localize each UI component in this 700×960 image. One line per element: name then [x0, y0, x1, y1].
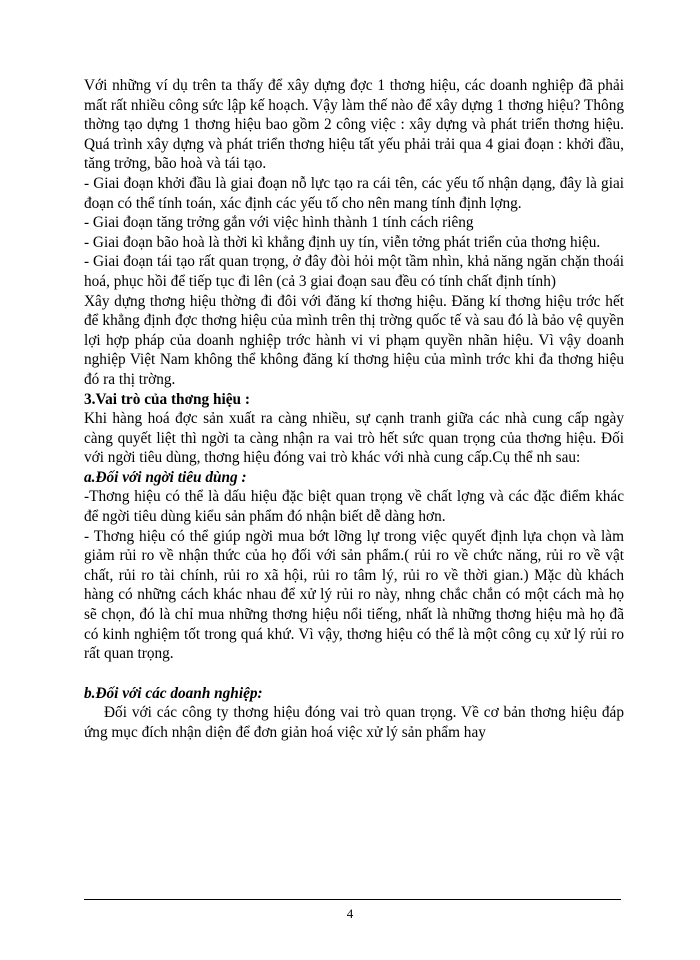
- paragraph-consumer-point-2: - Thơng hiệu có thể giúp ngời mua bớt lỡng lự trong việc quyết định lựa chọn và làm giảm rủi ro về nhận thức của họ đối với sản phẩm.( rủi ro về chức năng, rủi ro về vật chất, rủi ro tài chính, rủi ro xã hội, rủi ro tâm lý, rủi ro về thời gian.) Mặc dù khách hàng có những cách khác nhau để xử lý rủi ro này, nhng chắc chắn có một cách mà họ sẽ chọn, đó là chỉ mua những thơng hiệu nổi tiếng, nhất là những thơng hiệu mà họ đã có kinh nghiệm tốt trong quá khứ. Vì vậy, thơng hiệu có thể là một công cụ xử lý rủi ro rất quan trọng.: [84, 527, 624, 663]
- section-heading: 3.Vai trò của thơng hiệu :: [84, 390, 250, 408]
- paragraph-stage-start: - Giai đoạn khởi đầu là giai đoạn nỗ lực tạo ra cái tên, các yếu tố nhận dạng, đây là giai đoạn có thể tính toán, xác định các yếu tố cho nên mang tính định lợng.: [84, 174, 624, 212]
- page-number: 4: [346, 906, 354, 921]
- paragraph-business: Đối với các công ty thơng hiệu đóng vai trò quan trọng. Về cơ bản thơng hiệu đáp ứng mục đích nhận diện để đơn giản hoá việc xử lý sản phẩm hay: [84, 704, 624, 741]
- paragraph-stage-saturation: - Giai đoạn bão hoà là thời kì khẳng định uy tín, viễn tởng phát triển của thơng hiệu.: [84, 233, 601, 251]
- paragraph-stage-growth: - Giai đoạn tăng trởng gắn với việc hình thành 1 tính cách riêng: [84, 214, 474, 232]
- document-body: [84, 76, 624, 743]
- paragraph-registration: Xây dựng thơng hiệu thờng đi đôi với đăng kí thơng hiệu. Đăng kí thơng hiệu trớc hết để khẳng định đợc thơng hiệu của mình trên thị trờng quốc tế và sau đó là bảo vệ quyền lợi hợp pháp của doanh nghiệp trớc hành vi vi phạm quyền nhãn hiệu. Vì vậy doanh nghiệp Việt Nam không thể không đăng kí thơng hiệu của mình trớc khi đa thơng hiệu đó ra thị trờng.: [84, 292, 624, 388]
- paragraph-consumer-point-1: -Thơng hiệu có thể là dấu hiệu đặc biệt quan trọng về chất lợng và các đặc điểm khác để ngời tiêu dùng kiểu sản phẩm đó nhận biết dễ dàng hơn.: [84, 488, 624, 526]
- subheading-consumers: a.Đối với ngời tiêu dùng :: [84, 468, 247, 486]
- footer-divider: [84, 899, 621, 900]
- paragraph-stage-renewal: - Giai đoạn tái tạo rất quan trọng, ở đây đòi hỏi một tầm nhìn, khả năng ngăn chặn thoái hoá, phục hồi để tiếp tục đi lên (cả 3 giai đoạn sau đều có tính chất định tính): [84, 253, 624, 290]
- paragraph-role: Khi hàng hoá đợc sản xuất ra càng nhiều, sự cạnh tranh giữa các nhà cung cấp ngày càng quyết liệt thì ngời ta càng nhận ra vai trò hết sức quan trọng của thơng hiệu. Đối với ngời tiêu dùng, thơng hiệu đóng vai trò khác với nhà cung cấp.Cụ thể nh sau:: [84, 410, 624, 467]
- subheading-businesses: b.Đối với các doanh nghiệp:: [84, 684, 263, 702]
- paragraph-intro: Với những ví dụ trên ta thấy để xây dựng đợc 1 thơng hiệu, các doanh nghiệp đã phải mất rất nhiều công sức lập kế hoạch. Vậy làm thế nào để xây dựng 1 thơng hiệu? Thông thờng tạo dựng 1 thơng hiệu bao gồm 2 công việc : xây dựng và phát triển thơng hiệu. Quá trình xây dựng và phát triển thơng hiệu tất yếu phải trải qua 4 giai đoạn : khởi đầu, tăng trởng, bão hoà và tái tạo.: [84, 77, 624, 173]
